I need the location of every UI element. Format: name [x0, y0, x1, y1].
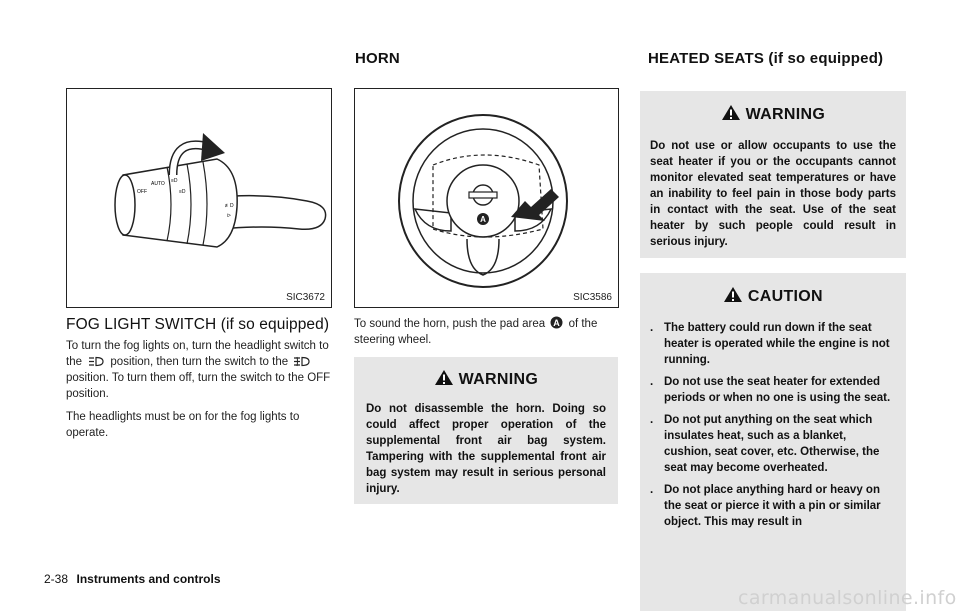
seat-warning-head — [640, 104, 906, 124]
svg-text:AUTO: AUTO — [151, 181, 165, 187]
horn-figure — [354, 88, 619, 308]
fog-text-c: position. To turn them off, turn the switch to the OFF position. — [66, 372, 331, 400]
caution-bullet-list — [650, 320, 896, 530]
horn-warning-text: Do not disassemble the horn. Doing so could affect proper operation of the supplemental front air bag system. Tampering with the supplemental front air bag system may result in serious personal injury. — [366, 403, 606, 495]
svg-text:≢D: ≢D — [225, 203, 234, 209]
marker-a-inline: A — [553, 318, 561, 328]
horn-warning-head — [354, 369, 618, 389]
watermark: carmanualsonline.info — [738, 587, 957, 609]
marker-a-icon — [550, 316, 563, 329]
fog-para-2: The headlights must be on for the fog lights to operate. — [66, 411, 300, 439]
section-title: Instruments and controls — [76, 572, 221, 586]
caution-triangle-icon — [723, 286, 743, 303]
steering-wheel-illustration — [355, 89, 618, 307]
fog-light-title: FOG LIGHT SWITCH (if so equipped) — [66, 316, 330, 333]
figure-code: SIC3586 — [573, 292, 612, 303]
fog-light-body — [66, 338, 332, 448]
figure-code: SIC3672 — [286, 292, 325, 303]
horn-warning-label: WARNING — [458, 371, 539, 388]
fog-light-switch-illustration — [67, 89, 331, 307]
svg-text:ᐅ: ᐅ — [227, 213, 231, 219]
page-number: 2-38 — [44, 572, 69, 586]
list-item: . Do not use the seat heater for extended periods or when no one is using the seat. — [650, 376, 891, 404]
list-item: . Do not put anything on the seat which insulates heat, such as a blanket, cushion, seat cover, etc. Otherwise, the seat may become overheated. — [650, 414, 880, 474]
svg-text:OFF: OFF — [137, 189, 147, 195]
fog-text-a: To turn the fog lights on, turn the headlight switch to the — [66, 340, 329, 368]
horn-heading: HORN — [355, 50, 400, 67]
svg-text:≡D: ≡D — [179, 189, 186, 195]
marker-a-label: A — [480, 215, 486, 224]
fog-text-b: position, then turn the switch to the — [110, 356, 289, 368]
svg-text:≡D: ≡D — [171, 178, 178, 184]
seat-warning-text: Do not use or allow occupants to use the seat heater if you or the occupants cannot monitor elevated seat temperatures or have an inability to feel pain in those body parts in contact with the seat. Use of the seat heater by such people could result in serious injury. — [650, 140, 896, 248]
headlight-icon — [87, 356, 105, 367]
seat-warning-box — [640, 91, 906, 258]
seat-caution-box — [640, 273, 906, 611]
warning-triangle-icon — [721, 104, 741, 121]
fog-para-1 — [66, 338, 332, 402]
horn-body — [354, 316, 618, 348]
horn-text-b: of the steering wheel. — [354, 318, 598, 346]
fog-light-icon — [293, 356, 311, 367]
seat-caution-label: CAUTION — [747, 288, 823, 305]
seat-warning-label: WARNING — [745, 106, 826, 123]
page-footer — [44, 570, 221, 588]
list-item: . Do not place anything hard or heavy on the seat or pierce it with a pin or similar object. This may result in — [650, 484, 881, 528]
warning-triangle-icon — [434, 369, 454, 386]
horn-warning-box — [354, 357, 618, 504]
heated-seats-heading: HEATED SEATS (if so equipped) — [648, 50, 884, 67]
seat-caution-head — [640, 286, 906, 306]
horn-text-a: To sound the horn, push the pad area — [354, 318, 546, 330]
list-item: . The battery could run down if the seat heater is operated while the engine is not running. — [650, 322, 890, 366]
fog-switch-figure — [66, 88, 332, 308]
